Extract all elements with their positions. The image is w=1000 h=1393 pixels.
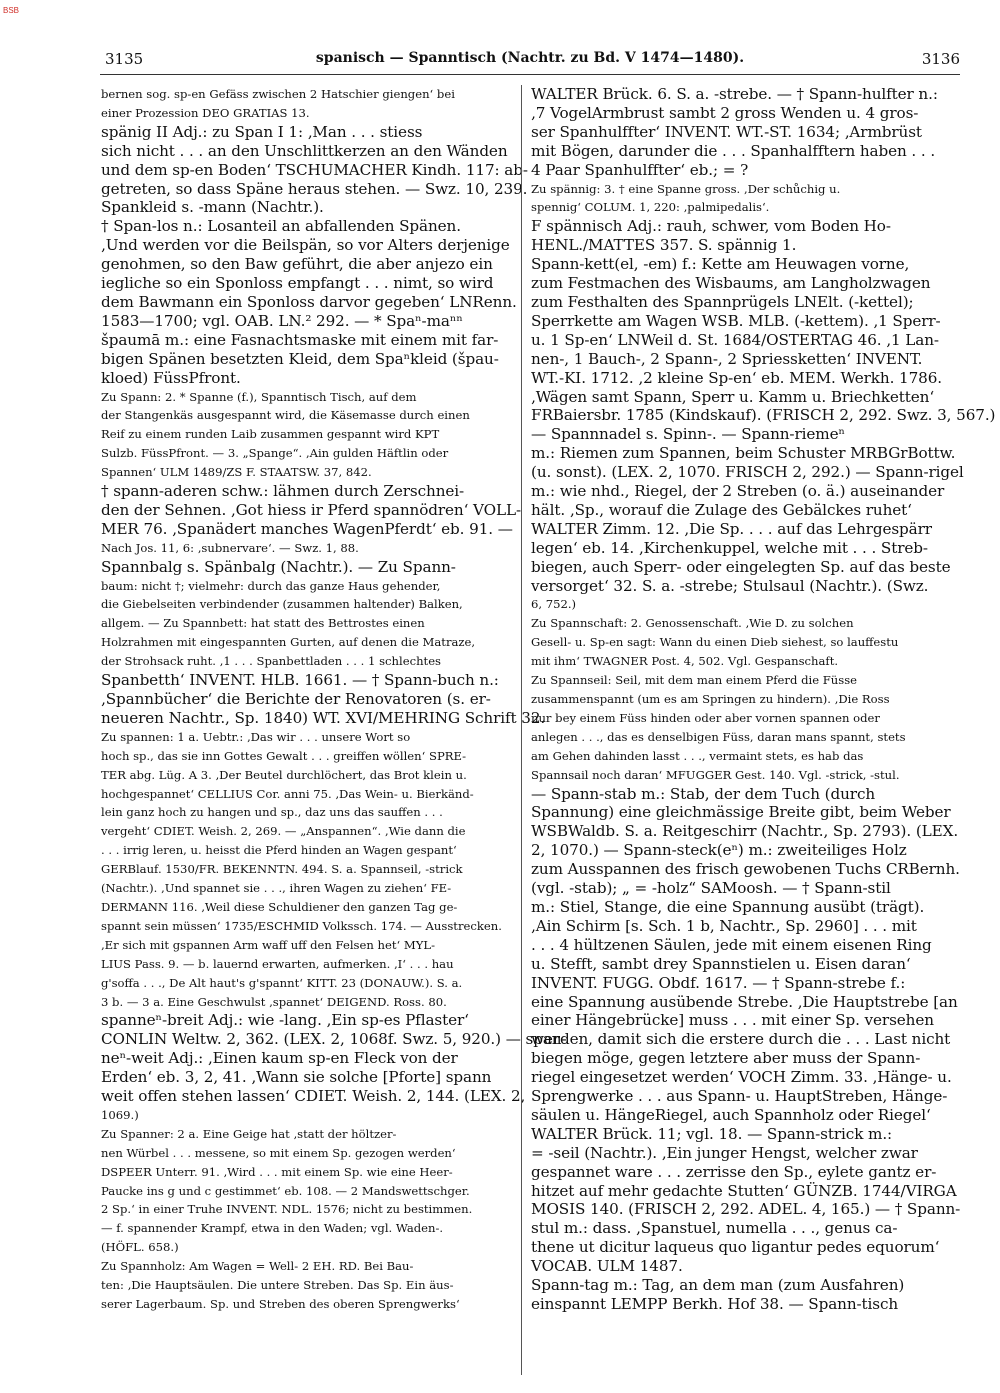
text-line: u. Stefft, sambt drey Spannstielen u. Eisen daran‘ bbox=[531, 954, 911, 973]
text-line: Spannbalg s. Spänbalg (Nachtr.). — Zu Spann- bbox=[101, 557, 456, 576]
page-header bbox=[100, 50, 960, 72]
text-line: LIUS Pass. 9. — b. lauernd erwarten, aufmerken. ‚I‘ . . . hau bbox=[101, 956, 454, 971]
text-line: zum Festhalten des Spannprügels LNElt. (-kettel); bbox=[531, 292, 914, 311]
text-line: Zu spannen: 1 a. Uebtr.: ‚Das wir . . . unsere Wort so bbox=[101, 729, 411, 744]
text-line: den der Sehnen. ‚Got hiess ir Pferd spannödren‘ VOLL- bbox=[101, 500, 521, 519]
text-line: . . . 4 hültzenen Säulen, jede mit einem eisenen Ring bbox=[531, 935, 932, 954]
text-line: allgem. — Zu Spannbett: hat statt des Bettrostes einen bbox=[101, 616, 425, 631]
text-line: WALTER Brück. 11; vgl. 18. — Spann-strick m.: bbox=[531, 1124, 893, 1143]
text-line: MER 76. ‚Spanädert manches WagenPferdt‘ eb. 91. — bbox=[101, 519, 513, 538]
text-line: werden, damit sich die erstere durch die . . . Last nicht bbox=[531, 1030, 951, 1049]
text-line: der Strohsack ruht. ‚1 . . . Spanbettladen . . . 1 schlechtes bbox=[101, 654, 442, 669]
text-line: Nach Jos. 11, 6: ‚subnervare‘. — Swz. 1, 88. bbox=[101, 540, 359, 555]
text-line: biegen möge, gegen letztere aber muss der Spann- bbox=[531, 1049, 921, 1068]
text-line: iegliche so ein Sponloss empfangt . . . nimt, so wird bbox=[101, 274, 494, 293]
text-line: ‚7 VogelArmbrust sambt 2 gross Wenden u. 4 gros- bbox=[531, 103, 919, 122]
text-line: † spann-aderen schw.: lähmen durch Zerschnei- bbox=[101, 482, 465, 501]
text-line: nen Würbel . . . messene, so mit einem Sp. gezogen werden‘ bbox=[101, 1145, 456, 1160]
text-line: Sulzb. FüssPfront. — 3. „Spange“. ‚Ain gulden Häftlin oder bbox=[101, 446, 449, 461]
text-line: CONLIN Weltw. 2, 362. (LEX. 2, 1068f. Swz. 5, 920.) — span- bbox=[101, 1030, 567, 1049]
text-line: 4 Paar Spanhulffter‘ eb.; = ? bbox=[531, 160, 749, 179]
text-line: der Stangenkäs ausgespannt wird, die Käsemasse durch einen bbox=[101, 408, 470, 423]
text-line: einer Prozession DEO GRATIAS 13. bbox=[101, 105, 310, 120]
text-line: mit ihm‘ TWAGNER Post. 4, 502. Vgl. Gespanschaft. bbox=[531, 654, 839, 669]
text-line: Zu Spanner: 2 a. Eine Geige hat ‚statt der höltzer- bbox=[101, 1126, 397, 1141]
page-number-right: 3136 bbox=[921, 50, 960, 68]
text-line: INVENT. FUGG. Obdf. 1617. — † Spann-strebe f.: bbox=[531, 973, 906, 992]
text-line: biegen, auch Sperr- oder eingelegten Sp. auf das beste bbox=[531, 557, 951, 576]
text-line: m.: Stiel, Stange, die eine Spannung ausübt (trägt). bbox=[531, 897, 925, 916]
text-line: Gesell- u. Sp-en sagt: Wann du einen Dieb siehest, so lauffestu bbox=[531, 635, 899, 650]
text-line: 2, 1070.) — Spann-steck(eⁿ) m.: zweiteiliges Holz bbox=[531, 841, 907, 860]
text-line: = -seil (Nachtr.). ‚Ein junger Hengst, welcher zwar bbox=[531, 1143, 918, 1162]
text-line: Paucke ins g und c gestimmet‘ eb. 108. — 2 Mandswettschger. bbox=[101, 1183, 470, 1198]
text-line: † Span-los n.: Losanteil an abfallenden Spänen. bbox=[101, 217, 461, 236]
text-line: (HÖFL. 658.) bbox=[101, 1240, 179, 1255]
text-line: hoch sp., das sie inn Gottes Gewalt . . . greiffen wöllen‘ SPRE- bbox=[101, 748, 467, 763]
text-line: MOSIS 140. (FRISCH 2, 292. ADEL. 4, 165.) — † Spann- bbox=[531, 1200, 961, 1219]
text-line: zum Ausspannen des frisch gewobenen Tuchs CRBernh. bbox=[531, 860, 960, 879]
text-line: Spannsail noch daran‘ MFUGGER Gest. 140. Vgl. -strick, -stul. bbox=[531, 767, 900, 782]
text-line: baum: nicht †; vielmehr: durch das ganze Haus gehender, bbox=[101, 578, 441, 593]
text-line: mit Bögen, darunder die . . . Spanhalfftern haben . . . bbox=[531, 141, 936, 160]
text-line: säulen u. HängeRiegel, auch Spannholz oder Riegel‘ bbox=[531, 1105, 931, 1124]
text-line: Spannung) eine gleichmässige Breite gibt, beim Weber bbox=[531, 803, 951, 822]
text-line: genohmen, so den Baw geführt, die aber anjezo ein bbox=[101, 255, 493, 274]
text-line: Sprengwerke . . . aus Spann- u. HauptStreben, Hänge- bbox=[531, 1087, 948, 1106]
text-line: Reif zu einem runden Laib zusammen gespannt wird KPT bbox=[101, 427, 440, 442]
text-line: dem Bawmann ein Sponloss darvor gegeben‘ LNRenn. bbox=[101, 292, 517, 311]
text-line: vergeht‘ CDIET. Weish. 2, 269. — „Anspannen“. ‚Wie dann die bbox=[101, 824, 466, 839]
text-line: m.: Riemen zum Spannen, beim Schuster MRBGrBottw. bbox=[531, 444, 956, 463]
text-line: ‚Und werden vor die Beilspän, so vor Alters derjenige bbox=[101, 236, 510, 255]
text-line: WSBWaldb. S. a. Reitgeschirr (Nachtr., Sp. 2793). (LEX. bbox=[531, 822, 959, 841]
running-title: spanisch — Spanntisch (Nachtr. zu Bd. V 1474—1480). bbox=[315, 50, 745, 66]
text-line: legen‘ eb. 14. ‚Kirchenkuppel, welche mit . . . Streb- bbox=[531, 538, 928, 557]
text-line: — Spannnadel s. Spinn-. — Spann-riemeⁿ bbox=[531, 425, 845, 444]
text-line: ‚Er sich mit gspannen Arm waff uff den Felsen het‘ MYL- bbox=[101, 937, 435, 952]
text-line: ‚Ain Schirm [s. Sch. 1 b, Nachtr., Sp. 2960] . . . mit bbox=[531, 916, 917, 935]
text-line: thene ut dicitur laqueus quo ligantur pedes equorum‘ bbox=[531, 1238, 940, 1257]
text-line: neueren Nachtr., Sp. 1840) WT. XVI/MEHRING Schrift 32. bbox=[101, 708, 546, 727]
text-line: . . . irrig leren, u. heisst die Pferd hinden an Wagen gespant‘ bbox=[101, 843, 457, 858]
text-line: 1069.) bbox=[101, 1107, 139, 1122]
text-line: die Giebelseiten verbindender (zusammen haltender) Balken, bbox=[101, 597, 463, 612]
text-line: gespannet ware . . . zerrisse den Sp., eylete gantz er- bbox=[531, 1162, 937, 1181]
text-line: HENL./MATTES 357. S. spännig 1. bbox=[531, 236, 797, 255]
text-line: Spannen‘ ULM 1489/ZS F. STAATSW. 37, 842. bbox=[101, 465, 372, 480]
text-line: WALTER Brück. 6. S. a. -strebe. — † Spann-hulfter n.: bbox=[531, 85, 938, 103]
text-line: F spännisch Adj.: rauh, schwer, vom Boden Ho- bbox=[531, 217, 891, 236]
text-line: riegel eingesetzet werden‘ VOCH Zimm. 33. ‚Hänge- u. bbox=[531, 1068, 952, 1087]
text-line: sich nicht . . . an den Unschlittkerzen an den Wänden bbox=[101, 141, 508, 160]
text-line: Zu Spann: 2. * Spanne (f.), Spanntisch Tisch, auf dem bbox=[101, 389, 417, 404]
text-line: hochgespannet‘ CELLIUS Cor. anni 75. ‚Das Wein- u. Bierkänd- bbox=[101, 786, 474, 801]
text-line: getreten, so dass Späne heraus stehen. — Swz. 10, 239. bbox=[101, 179, 528, 198]
text-line: stul m.: dass. ‚Spanstuel, numella . . ., genus ca- bbox=[531, 1219, 898, 1238]
text-line: anlegen . . ., das es denselbigen Füss, daran mans spannt, stets bbox=[531, 729, 906, 744]
text-line: am Gehen dahinden lasst . . ., vermaint stets, es hab das bbox=[531, 748, 864, 763]
text-line: Spankleid s. -mann (Nachtr.). bbox=[101, 198, 324, 217]
text-line: einer Hängebrücke] muss . . . mit einer Sp. versehen bbox=[531, 1011, 934, 1030]
text-line: 3 b. — 3 a. Eine Geschwulst ‚spannet‘ DEIGEND. Ross. 80. bbox=[101, 994, 447, 1009]
text-line: 6, 752.) bbox=[531, 597, 577, 612]
text-line: g'soffa . . ., De Alt haut's g'spannt‘ KITT. 23 (DONAUW.). S. a. bbox=[101, 975, 463, 990]
text-line: ser Spanhulffter‘ INVENT. WT.-ST. 1634; ‚Armbrüst bbox=[531, 122, 922, 141]
text-line: neⁿ-weit Adj.: ‚Einen kaum sp-en Fleck von der bbox=[101, 1049, 458, 1068]
text-line: — f. spannender Krampf, etwa in den Waden; vgl. Waden-. bbox=[101, 1221, 444, 1236]
text-line: DSPEER Unterr. 91. ‚Wird . . . mit einem Sp. wie eine Heer- bbox=[101, 1164, 453, 1179]
text-line: FRBaiersbr. 1785 (Kindskauf). (FRISCH 2, 292. Swz. 3, 567.) bbox=[531, 406, 996, 425]
text-line: WT.-KI. 1712. ‚2 kleine Sp-en‘ eb. MEM. Werkh. 1786. bbox=[531, 368, 943, 387]
text-line: zusammenspannt (um es am Springen zu hindern). ‚Die Ross bbox=[531, 692, 890, 706]
text-line: — Spann-stab m.: Stab, der dem Tuch (durch bbox=[531, 784, 876, 803]
text-line: bigen Spänen besetzten Kleid, dem Spaⁿkleid (špau- bbox=[101, 349, 499, 368]
text-line: DERMANN 116. ‚Weil diese Schuldiener den ganzen Tag ge- bbox=[101, 899, 458, 914]
text-line: und dem sp-en Boden‘ TSCHUMACHER Kindh. 117: ab- bbox=[101, 160, 528, 179]
text-line: Spann-kett(el, -em) f.: Kette am Heuwagen vorne, bbox=[531, 255, 910, 274]
text-line: serer Lagerbaum. Sp. und Streben des oberen Sprengwerks‘ bbox=[101, 1297, 460, 1311]
text-line: spannt sein müssen‘ 1735/ESCHMID Volkssch. 174. — Ausstrecken. bbox=[101, 918, 502, 933]
text-line: Zu Spannseil: Seil, mit dem man einem Pferd die Füsse bbox=[531, 673, 858, 688]
text-line: Spanbetth‘ INVENT. HLB. 1661. — † Spann-buch n.: bbox=[101, 671, 499, 690]
text-line: lein ganz hoch zu hangen und sp., daz uns das sauffen . . . bbox=[101, 805, 443, 820]
text-line: VOCAB. ULM 1487. bbox=[531, 1257, 683, 1276]
text-line: spennig‘ COLUM. 1, 220: ‚palmipedalis‘. bbox=[531, 200, 770, 215]
text-line: spänig II Adj.: zu Span I 1: ‚Man . . . stiess bbox=[101, 122, 423, 141]
text-line: Sperrkette am Wagen WSB. MLB. (-kettem). ‚1 Sperr- bbox=[531, 311, 941, 330]
text-line: versorget‘ 32. S. a. -strebe; Stulsaul (Nachtr.). (Swz. bbox=[531, 576, 929, 595]
text-line: TER abg. Lüg. A 3. ‚Der Beutel durchlöchert, das Brot klein u. bbox=[101, 767, 467, 782]
text-line: m.: wie nhd., Riegel, der 2 Streben (o. ä.) auseinander bbox=[531, 482, 945, 501]
text-line: einspannt LEMPP Berkh. Hof 38. — Spann-tisch bbox=[531, 1295, 899, 1313]
library-mark: BSB bbox=[3, 6, 20, 15]
text-line: (u. sonst). (LEX. 2, 1070. FRISCH 2, 292.) — Spann-rigel bbox=[531, 463, 964, 482]
text-line: bernen sog. sp-en Gefäss zwischen 2 Hatschier giengen‘ bei bbox=[101, 87, 455, 101]
text-line: weit offen stehen lassen‘ CDIET. Weish. 2, 144. (LEX. 2, bbox=[101, 1087, 526, 1106]
text-line: Spann-tag m.: Tag, an dem man (zum Ausfahren) bbox=[531, 1276, 905, 1295]
text-line: nen-, 1 Bauch-, 2 Spann-, 2 Spriessketten‘ INVENT. bbox=[531, 349, 923, 368]
text-line: hält. ‚Sp., worauf die Zulage des Gebälckes ruhet‘ bbox=[531, 500, 912, 519]
text-line: Zu Spannschaft: 2. Genossenschaft. ‚Wie D. zu solchen bbox=[531, 616, 854, 631]
page-number-left: 3135 bbox=[105, 50, 144, 68]
text-line: ‚Spannbücher‘ die Berichte der Renovatoren (s. er- bbox=[101, 690, 491, 708]
text-line: 1583—1700; vgl. OAB. LN.² 292. — * Spaⁿ-maⁿⁿ bbox=[101, 311, 463, 330]
text-line: GERBlauf. 1530/FR. BEKENNTN. 494. S. a. Spannseil, -strick bbox=[101, 862, 463, 877]
text-line: Zu spännig: 3. † eine Spanne gross. ‚Der schůchig u. bbox=[531, 181, 841, 196]
text-line: WALTER Zimm. 12. ‚Die Sp. . . . auf das Lehrgespärr bbox=[531, 519, 932, 538]
text-line: eine Spannung ausübende Strebe. ‚Die Hauptstrebe [an bbox=[531, 992, 958, 1011]
column-divider bbox=[521, 85, 522, 1375]
text-line: hitzet auf mehr gedachte Stutten‘ GÜNZB. 1744/VIRGA bbox=[531, 1181, 957, 1200]
text-line: zum Festmachen des Wisbaums, am Langholzwagen bbox=[531, 274, 931, 293]
text-line: špaumā m.: eine Fasnachtsmaske mit einem mit far- bbox=[101, 330, 499, 349]
text-line: Holzrahmen mit eingespannten Gurten, auf denen die Matraze, bbox=[101, 635, 476, 650]
text-line: u. 1 Sp-en‘ LNWeil d. St. 1684/OSTERTAG 46. ‚1 Lan- bbox=[531, 330, 939, 349]
text-line: kloed) FüssPfront. bbox=[101, 368, 241, 387]
text-line: ‚Wägen samt Spann, Sperr u. Kamm u. Briechketten‘ bbox=[531, 387, 935, 406]
text-line: (vgl. -stab); „ = -holz“ SAMoosh. — † Spann-stil bbox=[531, 879, 891, 898]
right-column bbox=[531, 85, 996, 1380]
text-line: nur bey einem Füss hinden oder aber vornen spannen oder bbox=[531, 710, 880, 725]
text-line: 2 Sp.‘ in einer Truhe INVENT. NDL. 1576; nicht zu bestimmen. bbox=[101, 1202, 473, 1217]
text-line: Erden‘ eb. 3, 2, 41. ‚Wann sie solche [Pforte] spann bbox=[101, 1068, 492, 1087]
header-rule bbox=[100, 74, 960, 75]
text-line: spanneⁿ-breit Adj.: wie -lang. ‚Ein sp-es Pflaster‘ bbox=[101, 1011, 469, 1030]
text-line: ten: ‚Die Hauptsäulen. Die untere Streben. Das Sp. Ein äus- bbox=[101, 1278, 454, 1293]
text-line: (Nachtr.). ‚Und spannet sie . . ., ihren Wagen zu ziehen‘ FE- bbox=[101, 881, 452, 896]
text-line: Zu Spannholz: Am Wagen = Well- 2 EH. RD. Bei Bau- bbox=[101, 1259, 414, 1274]
